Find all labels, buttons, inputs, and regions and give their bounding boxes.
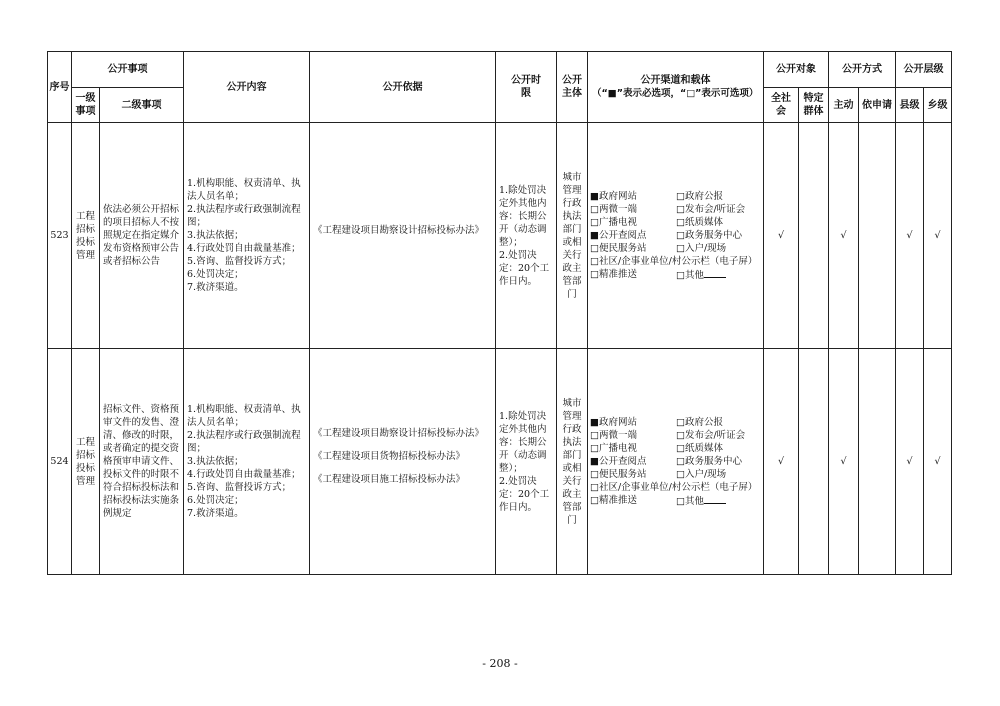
header-time-limit: 公开时限 — [496, 52, 557, 123]
row-subject: 城市管理行政执法部门或相关行政主管部门 — [557, 349, 588, 575]
channel-press: □发布会/听证会 — [676, 429, 746, 441]
basis-item: 《工程建设项目货物招标投标办法》 — [313, 451, 466, 462]
channel-community: □社区/企事业单位/村公示栏（电子屏） — [590, 481, 758, 493]
row-level2: 招标文件、资格预审文件的发售、澄清、修改的时限，或者确定的提交资格预审申请文件、投标文件的时限不符合招标投标法和招标投标法实施条例规定 — [100, 349, 184, 575]
header-content: 公开内容 — [184, 52, 310, 123]
channel-two-micro: □两微一端 — [590, 203, 637, 215]
header-level-county: 县级 — [896, 88, 924, 123]
channel-service: □政务服务中心 — [676, 455, 742, 467]
channel-other: □其他 — [676, 268, 764, 282]
channel-convenience: □便民服务站 — [590, 468, 647, 480]
header-level1: 一级事项 — [72, 88, 100, 123]
channel-tv: □广播电视 — [590, 216, 637, 228]
row-level1: 工程招标投标管理 — [72, 123, 100, 349]
channel-paper: □纸质媒体 — [676, 216, 723, 228]
channel-precise: □精准推送 — [590, 494, 637, 506]
header-target-all: 全社会 — [764, 88, 799, 123]
channel-door: □入户/现场 — [676, 242, 727, 254]
row-channels — [588, 349, 764, 575]
header-subject: 公开主体 — [557, 52, 588, 123]
channel-service: □政务服务中心 — [676, 229, 742, 241]
basis-item: 《工程建设项目勘察设计招标投标办法》 — [313, 428, 485, 439]
row-mode-request — [859, 349, 896, 575]
disclosure-table — [47, 51, 952, 575]
row-time-limit: 1.除处罚决定外其他内容：长期公开（动态调整）； 2.处罚决定：20个工作日内。 — [496, 349, 557, 575]
channel-two-micro: □两微一端 — [590, 429, 637, 441]
header-mode-active: 主动 — [829, 88, 859, 123]
row-no: 524 — [48, 349, 72, 575]
table-row — [48, 123, 952, 349]
header-mode: 公开方式 — [829, 52, 896, 88]
channel-gov-bulletin: □政府公报 — [676, 416, 723, 428]
channels-list — [588, 190, 763, 282]
row-target-group — [799, 123, 829, 349]
header-target-group: 特定群体 — [799, 88, 829, 123]
row-mode-active: √ — [829, 349, 859, 575]
channel-press: □发布会/听证会 — [676, 203, 746, 215]
channel-paper: □纸质媒体 — [676, 442, 723, 454]
page-number: - 208 - — [482, 657, 518, 670]
header-level-town: 乡级 — [924, 88, 952, 123]
header-channels-note: （“■”表示必选项，“□”表示可选项） — [592, 88, 759, 99]
row-level-town: √ — [924, 123, 952, 349]
channels-list — [588, 416, 763, 508]
row-level2: 依法必须公开招标的项目招标人不按照规定在指定媒介发布资格预审公告或者招标公告 — [100, 123, 184, 349]
basis-item: 《工程建设项目勘察设计招标投标办法》 — [313, 225, 485, 236]
channel-gov-site: ■政府网站 — [590, 416, 637, 428]
row-subject: 城市管理行政执法部门或相关行政主管部门 — [557, 123, 588, 349]
row-level1: 工程招标投标管理 — [72, 349, 100, 575]
row-channels — [588, 123, 764, 349]
header-no: 序号 — [48, 52, 72, 123]
channel-other: □其他 — [676, 494, 764, 508]
channel-reading: ■公开查阅点 — [590, 229, 647, 241]
row-basis — [310, 349, 496, 575]
row-target-all: √ — [764, 123, 799, 349]
header-channels-title: 公开渠道和载体 — [640, 75, 711, 86]
row-target-group — [799, 349, 829, 575]
channel-reading: ■公开查阅点 — [590, 455, 647, 467]
row-content: 1.机构职能、权责清单、执法人员名单； 2.执法程序或行政强制流程图； 3.执法依据； 4.行政处罚自由裁量基准； 5.咨询、监督投诉方式； 6.处罚决定； 7.救济渠道。 — [184, 349, 310, 575]
channel-precise: □精准推送 — [590, 268, 637, 280]
header-channels — [588, 52, 764, 123]
row-level-town: √ — [924, 349, 952, 575]
channel-gov-site: ■政府网站 — [590, 190, 637, 202]
row-mode-request — [859, 123, 896, 349]
row-mode-active: √ — [829, 123, 859, 349]
header-items: 公开事项 — [72, 52, 184, 88]
channel-convenience: □便民服务站 — [590, 242, 647, 254]
row-level-county: √ — [896, 123, 924, 349]
channel-door: □入户/现场 — [676, 468, 727, 480]
row-content: 1.机构职能、权责清单、执法人员名单； 2.执法程序或行政强制流程图； 3.执法依据； 4.行政处罚自由裁量基准； 5.咨询、监督投诉方式； 6.处罚决定； 7.救济渠道。 — [184, 123, 310, 349]
row-time-limit: 1.除处罚决定外其他内容：长期公开（动态调整）； 2.处罚决定：20个工作日内。 — [496, 123, 557, 349]
channel-tv: □广播电视 — [590, 442, 637, 454]
basis-item: 《工程建设项目施工招标投标办法》 — [313, 474, 466, 485]
row-target-all: √ — [764, 349, 799, 575]
blank-line — [704, 494, 726, 504]
channel-community: □社区/企事业单位/村公示栏（电子屏） — [590, 255, 758, 267]
row-basis — [310, 123, 496, 349]
header-target: 公开对象 — [764, 52, 829, 88]
header-row-1 — [48, 52, 952, 88]
blank-line — [704, 268, 726, 278]
header-level: 公开层级 — [896, 52, 952, 88]
table-row — [48, 349, 952, 575]
channel-gov-bulletin: □政府公报 — [676, 190, 723, 202]
row-level-county: √ — [896, 349, 924, 575]
header-mode-request: 依申请 — [859, 88, 896, 123]
header-level2: 二级事项 — [100, 88, 184, 123]
header-basis: 公开依据 — [310, 52, 496, 123]
row-no: 523 — [48, 123, 72, 349]
